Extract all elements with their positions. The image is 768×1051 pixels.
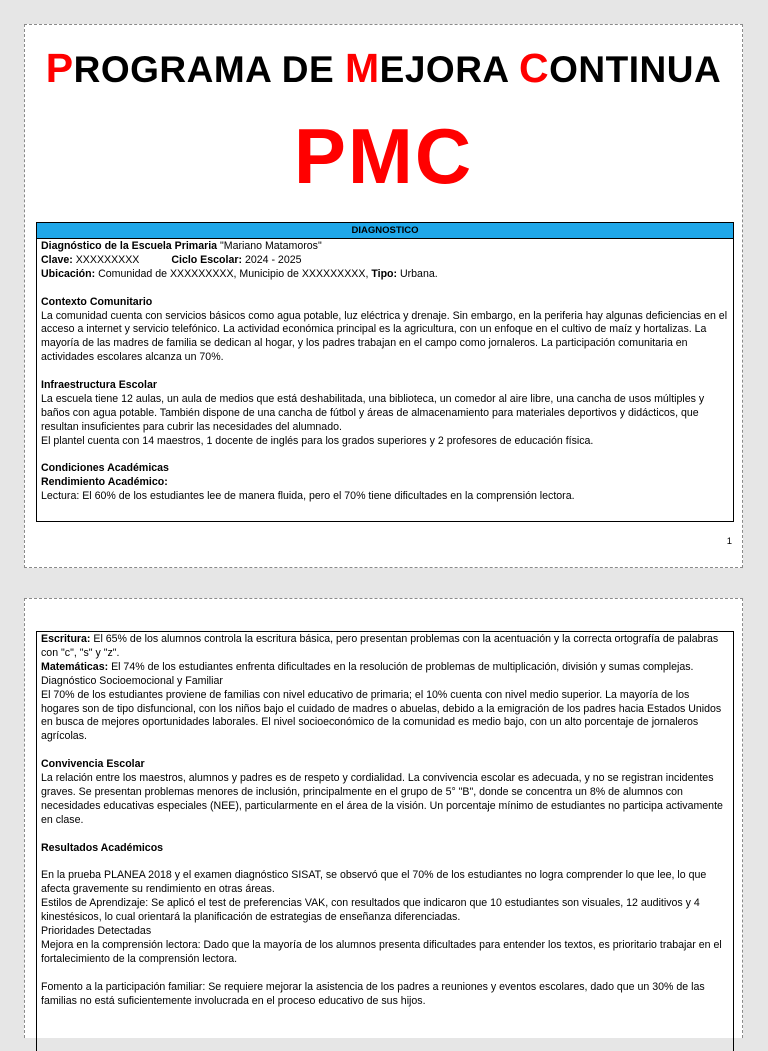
- lectura-text: Lectura: El 60% de los estudiantes lee de manera fluida, pero el 70% tiene dificultades en la comprensión lectora.: [41, 490, 575, 503]
- resultados-heading: Resultados Académicos: [41, 841, 164, 854]
- condiciones-heading: Condiciones Académicas: [41, 462, 169, 475]
- school-line: [41, 240, 729, 254]
- school-label: Diagnóstico de la Escuela Primaria: [41, 240, 218, 252]
- socio-heading: Diagnóstico Socioemocional y Familiar: [41, 674, 223, 687]
- title-initial-m: M: [345, 45, 380, 91]
- matematicas-text: El 74% de los estudiantes enfrenta dificultades en la resolución de problemas de multiplicación, división y sumas complejas.: [108, 660, 694, 673]
- clave-line: [41, 254, 729, 268]
- infra-text-teachers: El plantel cuenta con 14 maestros, 1 docente de inglés para los grados superiores y 2 profesores de educación física.: [41, 434, 594, 447]
- convivencia-heading: Convivencia Escolar: [41, 758, 145, 771]
- prioridades-heading: Prioridades Detectadas: [41, 924, 152, 937]
- escritura-text: El 65% de los alumnos controla la escritura básica, pero presentan problemas con la acentuación y la correcta ortografía de palabras con "c", "s" y "z".: [41, 633, 719, 659]
- socio-text: El 70% de los estudiantes proviene de familias con nivel educativo de primaria; el 10% cuenta con nivel medio superior. La mayoría de los hogares son de tipo disfuncional, con los niños bajo el cuidado de madres o abuelas, debido a la emigración de los padres hacia Estados Unidos en busca de mejores oportunidades laborales. El nivel socioeconómico de la comunidad es medio bajo, con un alto porcentaje de jornaleros agrícolas.: [41, 688, 722, 743]
- diagnostico-table: [36, 222, 734, 522]
- infra-heading: Infraestructura Escolar: [41, 379, 157, 392]
- tipo-value: Urbana.: [397, 267, 438, 280]
- title-word-programa: ROGRAMA DE: [73, 49, 345, 90]
- diagnostico-body: [37, 239, 733, 504]
- ciclo-label: Ciclo Escolar:: [171, 253, 242, 266]
- matematicas-label: Matemáticas:: [41, 660, 109, 673]
- diagnostico-continuation: [36, 631, 734, 1051]
- ubicacion-value: Comunidad de XXXXXXXXX, Municipio de XXXXXXXXX,: [95, 267, 372, 280]
- fomento-text: Fomento a la participación familiar: Se requiere mejorar la asistencia de los padres a reuniones y eventos escolares, dado que un 30% de las familias no está suficientemente involucrada en el proceso educativo de sus hijos.: [41, 980, 705, 1007]
- matematicas-paragraph: [41, 661, 729, 675]
- ubicacion-label: Ubicación:: [41, 267, 96, 280]
- document-page-1: [24, 24, 743, 568]
- escritura-label: Escritura:: [41, 633, 91, 645]
- title-initial-c: C: [519, 45, 550, 91]
- escritura-paragraph: [41, 633, 729, 661]
- contexto-text: La comunidad cuenta con servicios básicos como agua potable, luz eléctrica y drenaje. Sin embargo, en la periferia hay algunas deficiencias en el acceso a internet y servicio telefónico. La actividad económica principal es la agricultura, con un enfoque en el cultivo de maíz y hortalizas. La mayoría de las madres de familia se dedican al hogar, y los padres trabajan en el campo como jornaleros. La participación comunitaria en actividades escolares alcanza un 70%.: [41, 309, 728, 364]
- title-word-mejora: EJORA: [379, 49, 520, 90]
- resultados-text: En la prueba PLANEA 2018 y el examen diagnóstico SISAT, se observó que el 70% de los estudiantes no logra comprender lo que lee, lo que afecta gravemente su rendimiento en otras áreas.: [41, 869, 707, 896]
- estilos-text: Estilos de Aprendizaje: Se aplicó el test de preferencias VAK, con resultados que indicaron que 10 estudiantes son visuales, 12 auditivos y 4 kinestésicos, lo cual orientará la planificación de estrategias de enseñanza diferenciadas.: [41, 897, 700, 924]
- convivencia-text: La relación entre los maestros, alumnos y padres es de respeto y cordialidad. La convivencia escolar es adecuada, y no se registran incidentes graves. Se presentan problemas menores de inclusión, principalmente en el grupo de 5° "B", donde se concentra un 8% de alumnos con necesidades educativas especiales (NEE), particularmente en el área de la visión. Un porcentaje mínimo de estudiantes no participa activamente en clase.: [41, 772, 723, 826]
- page-number: 1: [726, 536, 732, 547]
- clave-value: XXXXXXXXX: [72, 253, 140, 266]
- contexto-heading: Contexto Comunitario: [41, 295, 153, 308]
- ciclo-value: 2024 - 2025: [242, 253, 302, 266]
- title-initial-p: P: [45, 45, 74, 91]
- document-page-2: [24, 598, 743, 1038]
- ubicacion-line: [41, 268, 729, 282]
- mejora-text: Mejora en la comprensión lectora: Dado que la mayoría de los alumnos presenta dificultades para entender los textos, es prioritario trabajar en el fortalecimiento de la comprensión lectora.: [41, 938, 722, 965]
- title-word-continua: ONTINUA: [549, 49, 722, 90]
- rendimiento-heading: Rendimiento Académico:: [41, 476, 168, 489]
- diagnostico-header: DIAGNOSTICO: [37, 223, 733, 239]
- infra-text: La escuela tiene 12 aulas, un aula de medios que está deshabilitada, una biblioteca, un comedor al aire libre, una cancha de usos múltiples y baños con agua potable. También dispone de una cancha de fútbol y áreas de almacenamiento para materiales deportivos y didácticos, que resultan insuficientes para cubrir las necesidades del alumnado.: [41, 392, 705, 433]
- tipo-label: Tipo:: [371, 267, 398, 280]
- school-name: "Mariano Matamoros": [217, 240, 322, 252]
- program-title: [25, 45, 742, 92]
- clave-label: Clave:: [41, 253, 73, 266]
- program-acronym: PMC: [293, 112, 474, 200]
